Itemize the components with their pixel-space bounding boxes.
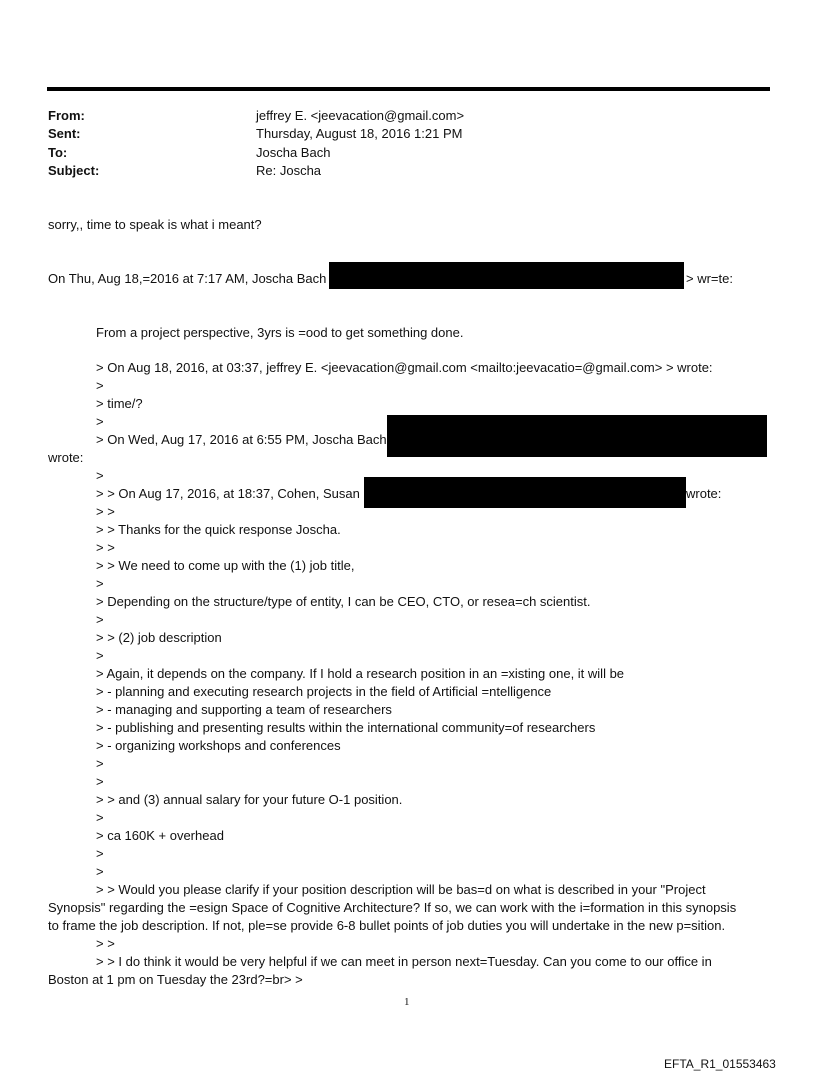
body-line: > — [96, 378, 104, 393]
body-line: > On Wed, Aug 17, 2016 at 6:55 PM, Joscha Bach — [96, 432, 387, 447]
body-line: > ca 160K + overhead — [96, 828, 224, 843]
redaction-box — [329, 262, 684, 289]
sent-value: Thursday, August 18, 2016 1:21 PM — [256, 126, 463, 141]
body-line: > — [96, 864, 104, 879]
body-line: > > — [96, 936, 115, 951]
body-line: > - managing and supporting a team of researchers — [96, 702, 392, 717]
body-line: > — [96, 612, 104, 627]
body-line: > > and (3) annual salary for your future O-1 position. — [96, 792, 403, 807]
body-line: sorry,, time to speak is what i meant? — [48, 217, 262, 232]
body-line: > - planning and executing research projects in the field of Artificial =ntelligence — [96, 684, 552, 699]
body-line: > — [96, 774, 104, 789]
body-line: wrote: — [48, 450, 84, 465]
body-line: > > — [96, 540, 115, 555]
body-line: wrote: — [686, 486, 722, 501]
from-value: jeffrey E. <jeevacation@gmail.com> — [256, 108, 465, 123]
body-line: > Again, it depends on the company. If I hold a research position in an =xisting one, it will be — [96, 666, 625, 681]
body-line: > > On Aug 17, 2016, at 18:37, Cohen, Susan — [96, 486, 360, 501]
body-line: > wr=te: — [686, 271, 733, 286]
body-line: Boston at 1 pm on Tuesday the 23rd?=br> > — [48, 972, 303, 987]
body-line: > > I do think it would be very helpful if we can meet in person next=Tuesday. Can you come to our office in — [96, 954, 712, 969]
body-line: to frame the job description. If not, ple=se provide 6-8 bullet points of job duties you will undertake in the new p=sition. — [48, 918, 726, 933]
body-line: > — [96, 648, 104, 663]
body-line: From a project perspective, 3yrs is =ood to get something done. — [96, 325, 464, 340]
redaction-box — [364, 477, 686, 508]
from-label: From: — [48, 108, 85, 123]
body-line: > — [96, 576, 104, 591]
redaction-box — [387, 415, 767, 457]
body-line: > — [96, 756, 104, 771]
body-line: > > (2) job description — [96, 630, 222, 645]
document-id: EFTA_R1_01553463 — [664, 1057, 776, 1071]
body-line: > > Would you please clarify if your position description will be bas=d on what is described in your "Project — [96, 882, 706, 897]
header-rule — [47, 87, 770, 91]
body-line: > > — [96, 504, 115, 519]
body-line: > time/? — [96, 396, 143, 411]
sent-label: Sent: — [48, 126, 81, 141]
body-line: > — [96, 810, 104, 825]
body-line: > > Thanks for the quick response Joscha. — [96, 522, 341, 537]
body-line: > — [96, 414, 104, 429]
body-line: > > We need to come up with the (1) job title, — [96, 558, 355, 573]
page-number: 1 — [404, 996, 410, 1008]
to-value: Joscha Bach — [256, 145, 331, 160]
body-line: > On Aug 18, 2016, at 03:37, jeffrey E. <jeevacation@gmail.com <mailto:jeevacatio=@gmail.com> > wrote: — [96, 360, 713, 375]
subject-value: Re: Joscha — [256, 163, 322, 178]
to-label: To: — [48, 145, 68, 160]
body-line: Synopsis" regarding the =esign Space of Cognitive Architecture? If so, we can work with the i=formation in this synopsis — [48, 900, 737, 915]
body-line: > — [96, 846, 104, 861]
subject-label: Subject: — [48, 163, 100, 178]
body-line: > Depending on the structure/type of entity, I can be CEO, CTO, or resea=ch scientist. — [96, 594, 591, 609]
body-line: > - publishing and presenting results within the international community=of researchers — [96, 720, 596, 735]
body-line: > — [96, 468, 104, 483]
body-line: On Thu, Aug 18,=2016 at 7:17 AM, Joscha Bach — [48, 271, 327, 286]
body-line: > - organizing workshops and conferences — [96, 738, 341, 753]
